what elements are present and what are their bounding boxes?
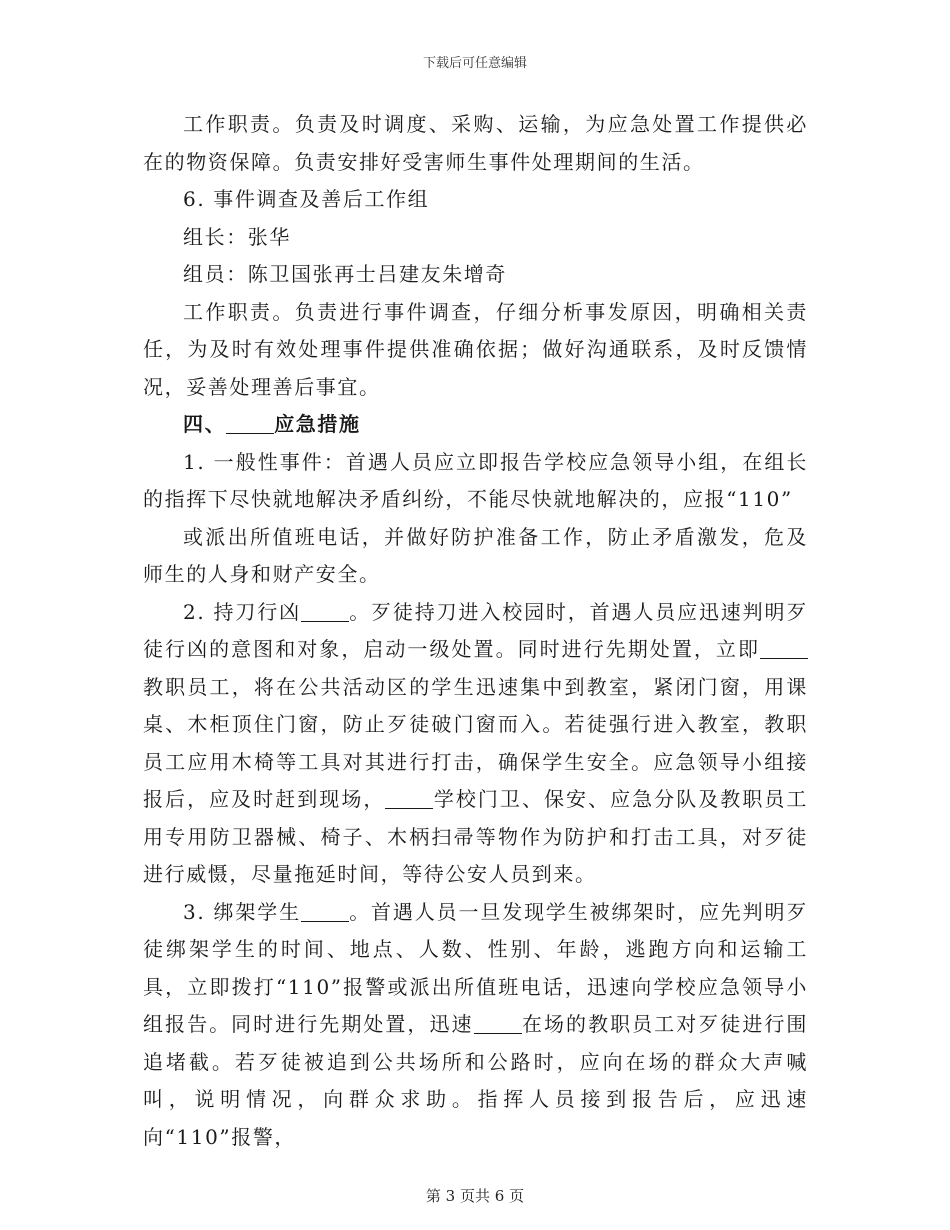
paragraph-duty-logistics: 工作职责。负责及时调度、采购、运输，为应急处置工作提供必在的物资保障。负责安排好受害师生事件处理期间的生活。 — [143, 112, 808, 174]
paragraph-knife-attack — [143, 594, 808, 894]
blank-line — [301, 601, 349, 622]
blank-line — [474, 1013, 522, 1034]
heading-suffix: 应急措施 — [274, 412, 361, 436]
blank-line — [385, 788, 433, 809]
paragraph-general-event: 1. 一般性事件：首遇人员应立即报告学校应急领导小组，在组长的指挥下尽快就地解决矛盾纠纷，不能尽快就地解决的，应报“110” — [143, 449, 808, 511]
knife-attack-text-2: 教职员工，将在公共活动区的学生迅速集中到教室，紧闭门窗，用课桌、木柜顶住门窗，防止歹徒破门窗而入。若徒强行进入教室，教职员工应用木椅等工具对其进行打击，确保学生安全。应急领导小组接报后，应及时赶到现场， — [143, 674, 808, 811]
blank-line — [760, 638, 808, 659]
group-leader: 组长：张华 — [183, 224, 291, 249]
kidnapping-title: 3. 绑架学生 — [183, 899, 301, 924]
document-body — [143, 106, 808, 1156]
heading-prefix: 四、 — [183, 412, 227, 436]
knife-attack-text-1: 。歹徒持刀进入校园时，首遇人员应迅速判明歹徒行凶的意图和对象，启动一级处置。同时进行先期处置，立即 — [143, 599, 808, 661]
blank-line — [226, 413, 274, 434]
paragraph-general-event-cont: 或派出所值班电话，并做好防护准备工作，防止矛盾激发，危及师生的人身和财产安全。 — [143, 524, 808, 586]
page-header: 下载后可任意编辑 — [422, 56, 527, 71]
blank-line — [301, 901, 349, 922]
knife-attack-text-3: 学校门卫、保安、应急分队及教职员工用专用防卫器械、椅子、木柄扫帚等物作为防护和打击工具，对歹徒进行威慑，尽量拖延时间，等待公安人员到来。 — [143, 787, 808, 886]
knife-attack-title: 2. 持刀行凶 — [183, 599, 301, 624]
group-members: 组员：陈卫国张再士吕建友朱增奇 — [183, 262, 507, 286]
paragraph-duty-investigation: 工作职责。负责进行事件调查，仔细分析事发原因，明确相关责任，为及时有效处理事件提供准确依据；做好沟通联系，及时反馈情况，妥善处理善后事宜。 — [143, 299, 808, 399]
kidnapping-text-1: 。首遇人员一旦发现学生被绑架时，应先判明歹徒绑架学生的时间、地点、人数、性别、年龄，逃跑方向和运输工具，立即拨打“110”报警或派出所值班电话，迅速向学校应急领导小组报告。同时进行先期处置，迅速 — [143, 899, 808, 1036]
paragraph-kidnapping — [143, 894, 808, 1157]
section-heading-emergency-measures — [183, 406, 808, 444]
section-title-investigation-group: 6. 事件调查及善后工作组 — [183, 187, 430, 211]
kidnapping-text-2: 在场的教职员工对歹徒进行围追堵截。若歹徒被追到公共场所和公路时，应向在场的群众大声喊叫，说明情况，向群众求助。指挥人员接到报告后，应迅速向“110”报警， — [143, 1012, 808, 1149]
page-footer: 第 3 页共 6 页 — [425, 1187, 525, 1205]
